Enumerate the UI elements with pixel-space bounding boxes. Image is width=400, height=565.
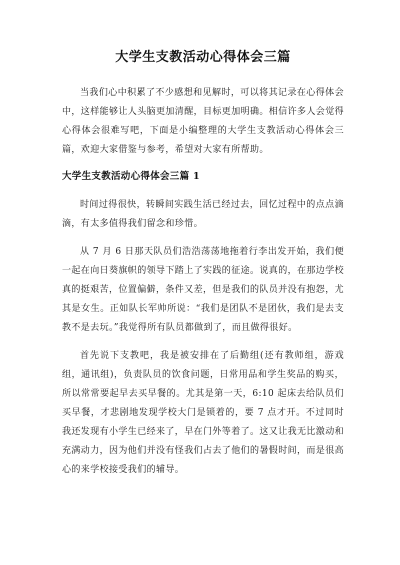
body-paragraph-3: 首先说下支教吧，我是被安排在了后勤组(还有教师组，游戏组，通讯组)，负责队员的饮食问题，日常用品和学生奖品的购买，所以常常要起早去买早餐的。尤其是第一天，6:10 起床去给队员们买早餐，才悲剧地发现学校大门是锁着的，要 7 点才开。不过同时我还发现有小学生已经来了，早在门外等着了。这又让我无比激动和充满动力，因为他们并没有怪我们占去了他们的暑假时间，而是很高心的来学校接受我们的辅导。 <box>62 351 345 475</box>
intro-paragraph: 当我们心中积累了不少感想和见解时，可以将其记录在心得体会中，这样能够让人头脑更加清醒，目标更加明确。相信许多人会觉得心得体会很难写吧，下面是小编整理的大学生支教活动心得体会三篇，欢迎大家借鉴与参考，希望对大家有所帮助。 <box>62 88 345 155</box>
body-paragraph-1: 时间过得很快，转瞬间实践生活已经过去，回忆过程中的点点滴滴，有太多值得我们留念和珍惜。 <box>62 200 344 229</box>
body-paragraph-2: 从 7 月 6 日那天队员们浩浩荡荡地拖着行李出发开始，我们便一起在向日葵旗帜的领导下踏上了实践的征途。说真的，在那边学校真的挺艰苦，位置偏僻，条件又差，但是我们的队员并没有抱怨，尤其是女生。正如队长军帅所说：“我们是团队不是团伙，我们是去支教不是去玩。”我觉得所有队员都做到了，而且做得很好。 <box>62 247 345 333</box>
section-heading: 大学生支教活动心得体会三篇 1 <box>62 171 200 182</box>
document-title: 大学生支教活动心得体会三篇 <box>115 50 291 65</box>
